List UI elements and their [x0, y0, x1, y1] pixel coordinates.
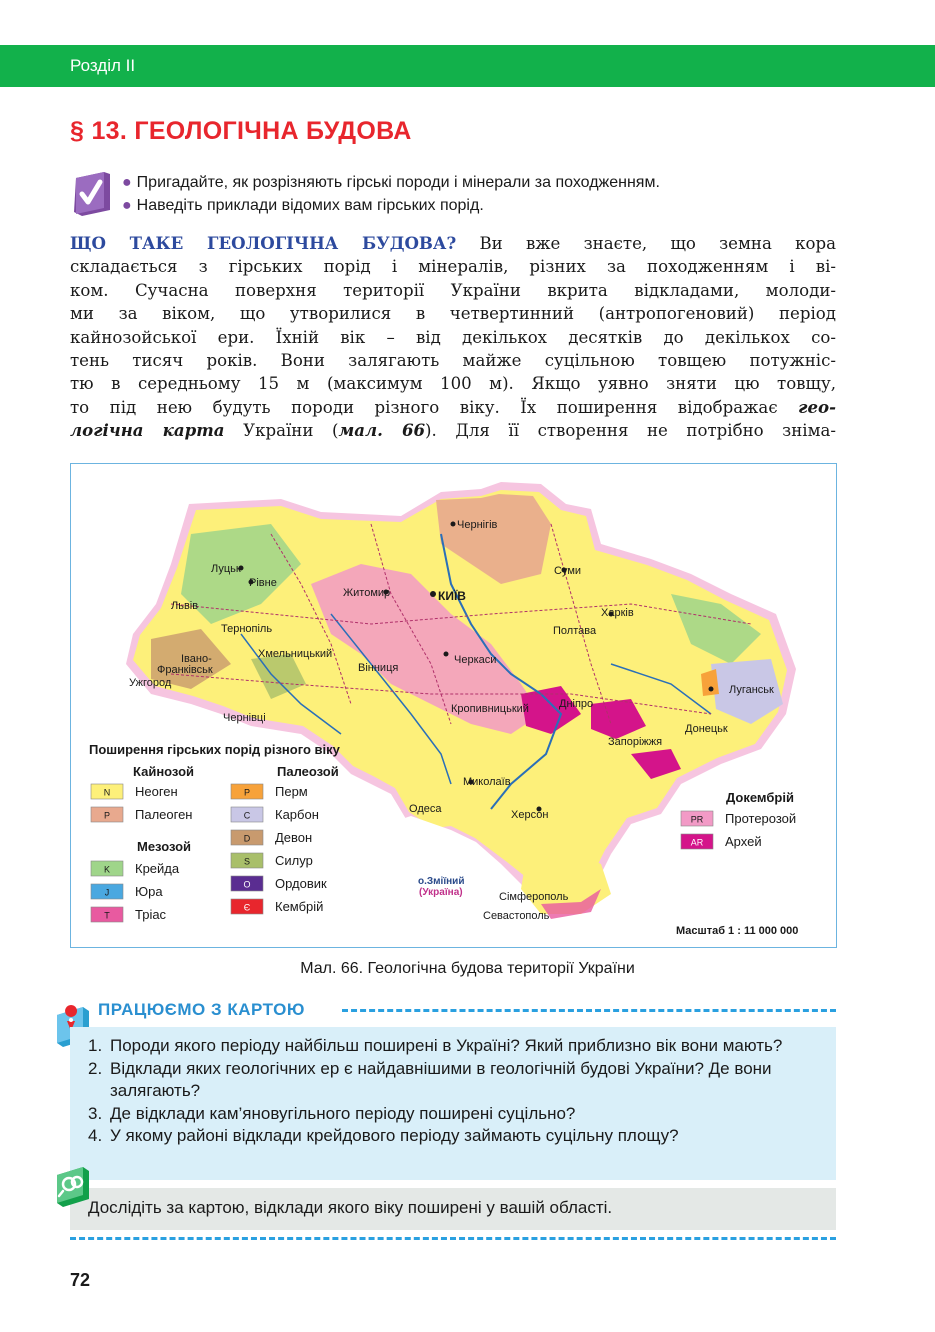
recall-item: ● Пригадайте, як розрізняють гірські породи і мінерали за походженням. [122, 174, 660, 191]
city-label: Харків [601, 607, 634, 619]
legend-label: Архей [725, 834, 762, 849]
city-label: Львів [171, 600, 199, 612]
legend-code: O [243, 879, 251, 890]
legend-code: D [243, 833, 251, 844]
city-label: Вінниця [358, 662, 399, 674]
city-label: Тернопіль [221, 623, 273, 635]
legend-label: Карбон [275, 807, 319, 822]
legend-code: AR [690, 837, 704, 848]
legend-label: Девон [275, 830, 313, 845]
question-list [88, 1035, 828, 1148]
body-fragment: України ( [243, 421, 339, 441]
city-label: Донецьк [685, 723, 728, 735]
city-label: Луганськ [729, 684, 774, 696]
figure-caption: Мал. 66. Геологічна будова території України [300, 960, 635, 977]
body-line: кайнозойської ери. Їхній вік – від декількох десятків до декількох со- [70, 327, 836, 347]
body-line: тень тисяч років. Вони залягають майже суцільною товщею потужніс- [70, 350, 836, 370]
map-graphic [71, 464, 837, 948]
section-header-bar [0, 45, 935, 87]
section-label: Розділ II [70, 56, 136, 75]
legend-label: Юра [135, 884, 163, 899]
city-label: Житомир [343, 587, 391, 599]
legend-code: P [243, 787, 251, 798]
map-scale: Масштаб 1 : 11 000 000 [676, 925, 799, 937]
term-emphasis: гео- [798, 396, 836, 417]
legend-label: Ордовик [275, 876, 327, 891]
legend-label: Силур [275, 853, 313, 868]
city-label: Хмельницький [258, 648, 333, 660]
city-label: Севастополь [483, 910, 550, 922]
divider [70, 1237, 836, 1240]
legend-code: J [104, 887, 110, 898]
legend-era: Докембрій [726, 790, 794, 805]
legend-code: S [243, 856, 251, 867]
city-label: Запоріжжя [608, 736, 663, 748]
island-label: о.Зміїний [418, 876, 465, 887]
legend-code: PR [690, 814, 704, 825]
body-paragraph [70, 232, 836, 443]
island-note: (Україна) [419, 887, 463, 898]
city-label: Суми [554, 565, 582, 577]
city-label: Дніпро [559, 698, 594, 710]
divider [342, 1009, 836, 1012]
legend-label: Палеоген [135, 807, 193, 822]
body-line: ми за віком, що утворилися в четвертинний (антропогеновий) період [70, 304, 836, 324]
city-label: Чернігів [457, 519, 498, 531]
recall-list [122, 171, 660, 217]
city-label: Франківськ [157, 664, 213, 676]
body-fragment: ). Для її створення не потрібно зніма- [425, 421, 836, 441]
body-line: Ви вже знаєте, що земна кора [479, 234, 836, 253]
body-line: тю в середньому 15 м (максимум 100 м). Якщо уявно зняти цю товщу, [70, 374, 836, 394]
city-label: КИЇВ [438, 589, 466, 603]
legend-era: Кайнозой [133, 764, 195, 779]
legend-era: Палеозой [277, 764, 339, 779]
figure-reference: мал. 66 [338, 420, 426, 441]
list-item: 2. Відклади яких геологічних ер є найдавнішими в геологічній будові України? Де вони залягають? [88, 1058, 772, 1100]
city-label: Кропивницький [451, 703, 529, 715]
city-label: Полтава [553, 625, 597, 637]
city-label: Луцьк [211, 563, 241, 575]
legend-label: Протерозой [725, 811, 797, 826]
city-label: Івано- [181, 653, 212, 665]
recall-item: ● Наведіть приклади відомих вам гірських порід. [122, 197, 484, 214]
legend-title: Поширення гірських порід різного віку [89, 742, 340, 757]
list-item: 4. У якому районі відклади крейдового періоду займають суцільну площу? [88, 1126, 679, 1145]
legend-era: Мезозой [137, 839, 192, 854]
list-item: 3. Де відклади кам’яновугільного періоду поширені суцільно? [88, 1103, 576, 1123]
legend-code: P [103, 810, 111, 821]
legend-code: C [243, 810, 251, 821]
legend-label: Перм [275, 784, 308, 799]
legend-label: Тріас [135, 907, 167, 922]
city-label: Одеса [409, 803, 442, 815]
page-number: 72 [70, 1270, 91, 1290]
legend-label: Неоген [135, 784, 178, 799]
body-line: ком. Сучасна поверхня території України вкрита відкладами, молоди- [70, 280, 836, 300]
lead-heading: ЩО ТАКЕ ГЕОЛОГІЧНА БУДОВА? [70, 233, 457, 253]
legend-code: N [103, 787, 111, 798]
body-line: то під нею будуть породи різного віку. Їх поширення відображає [70, 397, 778, 417]
explore-box [70, 1188, 836, 1230]
geological-map [70, 463, 837, 948]
list-item: 1. Породи якого періоду найбільш поширені в Україні? Який приблизно вік вони мають? [88, 1036, 783, 1055]
page-title: § 13. ГЕОЛОГІЧНА БУДОВА [70, 117, 412, 145]
city-label: Херсон [511, 809, 549, 821]
legend-code: Є [243, 902, 251, 913]
body-line: складається з гірських порід і мінералів, різних за походженням і ві- [70, 257, 836, 277]
city-label: Чернівці [223, 712, 266, 724]
city-label: Миколаїв [463, 776, 511, 788]
city-label: Черкаси [454, 654, 497, 666]
legend-code: T [104, 910, 110, 921]
city-label: Сімферополь [499, 891, 569, 903]
explore-text: Дослідіть за картою, відклади якого віку поширені у вашій області. [88, 1198, 613, 1217]
legend-label: Кембрій [275, 899, 324, 914]
section-heading: ПРАЦЮЄМО З КАРТОЮ [98, 1000, 305, 1019]
city-label: Ужгород [129, 677, 172, 689]
magnifier-icon [53, 1163, 93, 1209]
legend-label: Крейда [135, 861, 180, 876]
legend-code: K [103, 864, 111, 875]
check-book-icon [70, 170, 112, 216]
term-emphasis: логічна карта [70, 420, 225, 441]
city-label: Рівне [249, 577, 277, 589]
